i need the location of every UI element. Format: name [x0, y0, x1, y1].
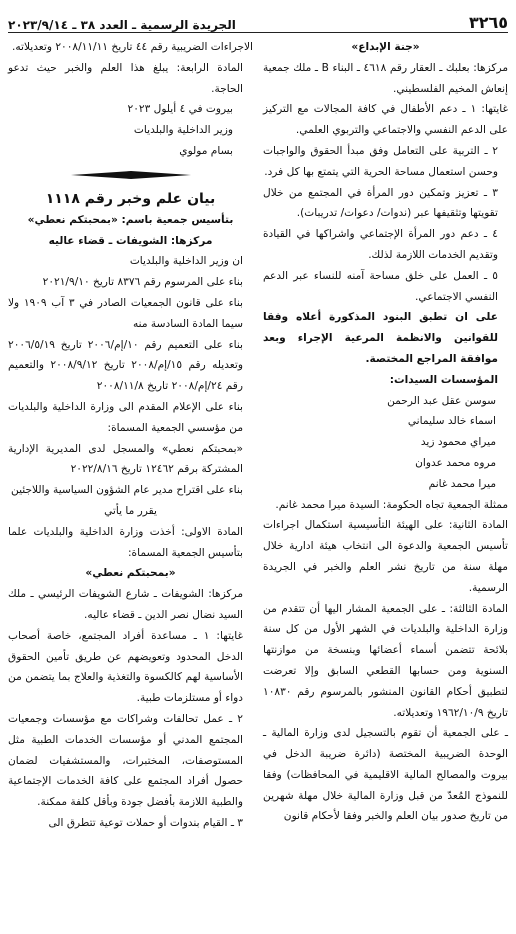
columns: [8, 37, 508, 834]
article-two: المادة الثانية: على الهيئة التأسيسية استكمال اجراءات تأسيس الجمعية والدعوة الى انتخاب هيئة ادارية خلال مهلة سنة من تاريخ نشر العلم والخبر في الجريدة الرسمية.: [263, 519, 508, 594]
headquarters: مركزها: بعلبك ـ العقار رقم ٤٦١٨ ـ البناء B ـ ملك جمعية إنعاش المخيم الفلسطيني.: [263, 61, 509, 95]
section-divider: [8, 166, 253, 184]
basis-registration: «بمحبتكم نعطي» والمسجل لدى المديرية الإدارية المشتركة برقم ١٢٤٦٢ تاريخ ٢٠٢٢/٨/١٦: [8, 442, 243, 476]
objective-1: غايتها: ١ ـ دعم الأطفال في كافة المجالات مع التركيز على الدعم النفسي والاجتماعي والتربوي العلمي.: [263, 103, 508, 137]
page-header: [8, 6, 508, 33]
association-name: «جنة الإبداع»: [351, 41, 420, 53]
minister-intro: ان وزير الداخلية والبلديات: [129, 255, 243, 268]
right-column: [263, 37, 508, 834]
decides-heading: يقرر ما يأتي: [104, 504, 157, 517]
signature-date: بيروت في ٤ أيلول ٢٠٢٣: [127, 103, 233, 116]
founder-name: مروه محمد عدوان: [415, 456, 496, 469]
objective-2-2: ٢ ـ عمل تحالفات وشراكات مع مؤسسات وجمعيات المجتمع المدني أو مؤسسات الخدمات الطبية مثل المستوصفات، المختبرات، والمستشفيات لضمان حصول أفراد المجتمع على كافة الخدمات الإجتماعية والطبية اللازمة بأفضل جودة وبأقل كلفة ممكنة.: [8, 712, 243, 809]
compliance-clause: على ان تطبق البنود المذكورة أعلاه وفقا للقوانين والانظمة المرعية الإجراء وبعد موافقة المراجع المختصة.: [263, 311, 498, 365]
article-one: المادة الاولى: أخذت وزارة الداخلية والبلديات علما بتأسيس الجمعية المسماة:: [8, 525, 243, 559]
objective-2: ٢ ـ التربية على التعامل وفق مبدأ الحقوق والواجبات وحسن استعمال مساحة الحرية التي يتمتع بها كل فرد.: [263, 144, 498, 178]
basis-circulars: بناء على التعميم رقم ١٠/إم/٢٠٠٦ تاريخ ٢٠٠٦/٥/١٩ وتعديله رقم ١٥/إم/٢٠٠٨ تاريخ ٢٠٠٨/٩/١٢ والتعميم رقم ٢٤/إم/٢٠٠٨ تاريخ ٢٠٠٨/١١/٨: [8, 338, 243, 393]
objective-2-1: غايتها: ١ ـ مساعدة أفراد المجتمع، خاصة أصحاب الدخل المحدود وتعويضهم عن طريق تأمين الحقوق الأساسية لهم كالكسوة والتغذية والعلاج بما يتضمن من دواء أو مستلزمات طبية.: [8, 629, 243, 705]
left-column: [8, 37, 253, 834]
gazette-title: الجريدة الرسمية ـ العدد ٣٨ ـ ٢٠٢٣/٩/١٤: [8, 18, 236, 32]
objective-5: ٥ ـ العمل على خلق مساحة آمنه للنساء عبر الدعم النفسي الاجتماعي.: [263, 269, 498, 303]
objective-3: ٣ ـ تعزيز وتمكين دور المرأة في المجتمع من خلال تقويتها وتثقيفها عبر (ندوات/ دعوات/ تدريبات).: [263, 186, 498, 220]
founder-name: ميرا محمد غانم: [428, 477, 496, 490]
objective-4: ٤ ـ دعم دور المرأة الإجتماعي واشراكها في القيادة وتقديم الخدمات اللازمة لذلك.: [263, 228, 498, 261]
government-representative: ممثلة الجمعية تجاه الحكومة: السيدة ميرا محمد غانم.: [275, 498, 508, 511]
basis-proposal: بناء على اقتراح مدير عام الشؤون السياسية واللاجئين: [11, 484, 243, 497]
minister-title: وزير الداخلية والبلديات: [133, 124, 233, 137]
association-name-2: «بمحبتكم نعطي»: [85, 567, 176, 580]
tax-registration: ـ على الجمعية أن تقوم بالتسجيل لدى وزارة المالية ـ الوحدة الضريبية المختصة (دائرة ضريبة الدخل في بيروت والمصالح المالية الاقليمية في المحافظات) وفقا للنموذج المُعدّ من قبل وزارة المالية خلال مهلة شهرين من تاريخ صدور بيان العلم والخبر وفقا لأحكام قانون: [263, 727, 508, 823]
notice-title: بيان علم وخبر رقم ١١١٨: [45, 190, 216, 207]
basis-notification: بناء على الإعلام المقدم الى وزارة الداخلية والبلديات من مؤسسي الجمعية المسماة:: [8, 400, 243, 434]
founder-name: ميراي محمود زيد: [420, 436, 496, 449]
tax-law-continuation: الاجراءات الضريبية رقم ٤٤ تاريخ ٢٠٠٨/١١/١١ وتعديلاته.: [11, 41, 253, 53]
founders-heading: المؤسسات السيدات:: [389, 373, 498, 386]
minister-name: بسام مولوي: [179, 144, 233, 157]
objective-2-3: ٣ ـ القيام بندوات أو حملات توعية تتطرق الى: [48, 816, 243, 829]
article-three: المادة الثالثة: ـ على الجمعية المشار اليها أن تتقدم من وزارة الداخلية والبلديات في الشهر الأول من كل سنة بلائحة تتضمن أسماء أعضائها وبنسخة من موازنتها السنوية ومن حسابها القطعي السابق وإلا تعرضت لتطبيق أحكام القانون المنشور بالمرسوم رقم ١٠٨٣٠ تاريخ ١٩٦٢/١٠/٩ وتعديلاته.: [263, 602, 508, 719]
page-number: ٣٢٦٥: [468, 13, 508, 32]
founder-name: سوسن عقل عبد الرحمن: [387, 394, 496, 407]
basis-decree: بناء على المرسوم رقم ٨٣٧٦ تاريخ ٢٠٢١/٩/١٠: [42, 276, 243, 289]
headquarters-2: مركزها: الشويفات ـ شارع الشويفات الرئيسي ـ ملك السيد نضال نصر الدين ـ قضاء عاليه.: [8, 588, 243, 621]
divider-ornament-icon: [71, 170, 191, 180]
basis-law: بناء على قانون الجمعيات الصادر في ٣ آب ١٩٠٩ ولا سيما المادة السادسة منه: [8, 296, 243, 330]
notice-subtitle: بتأسيس جمعية باسم: «بمحبتكم نعطي»: [27, 213, 234, 226]
founder-name: اسماء خالد سليماني: [407, 415, 496, 428]
article-four: المادة الرابعة: يبلغ هذا العلم والخبر حيث تدعو الحاجة.: [8, 61, 243, 95]
notice-location: مركزها: الشويفات ـ قضاء عاليه: [48, 234, 213, 247]
